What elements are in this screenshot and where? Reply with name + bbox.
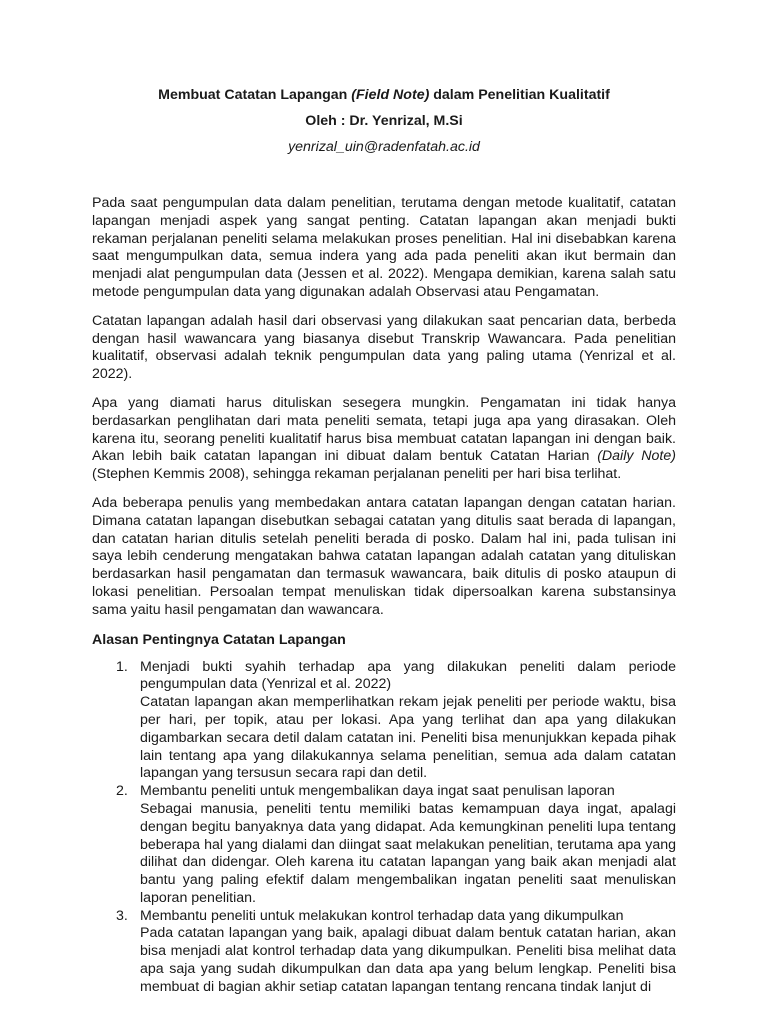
list-item-detail: Pada catatan lapangan yang baik, apalagi dibuat dalam bentuk catatan harian, akan bisa menjadi alat kontrol terhadap data yang dikumpulkan. Peneliti bisa melihat data apa saja yang sudah dikumpulkan dan data apa yang belum lengkap. Peneliti bisa membuat di bagian akhir setiap catatan lapangan tentang rencana tindak lanjut di (140, 925, 676, 995)
paragraph-4: Ada beberapa penulis yang membedakan antara catatan lapangan dengan catatan harian. Dimana catatan lapangan disebutkan sebagai catatan yang ditulis saat berada di lapangan, dan catatan harian ditulis setelah peneliti berada di posko. Dalam hal ini, pada tulisan ini saya lebih cenderung mengatakan bahwa catatan lapangan adalah catatan yang dituliskan berdasarkan hasil pengamatan dan termasuk wawancara, baik ditulis di posko ataupun di lokasi penelitian. Persoalan tempat menuliskan tidak dipersoalkan karena substansinya sama yaitu hasil pengamatan dan wawancara. (92, 494, 676, 618)
author-email: yenrizal_uin@radenfatah.ac.id (288, 139, 480, 155)
paragraph-2: Catatan lapangan adalah hasil dari observasi yang dilakukan saat pencarian data, berbeda dengan hasil wawancara yang biasanya disebut Transkrip Wawancara. Pada penelitian kualitatif, observasi adalah teknik pengumpulan data yang paling utama (Yenrizal et al. 2022). (92, 312, 676, 383)
list-item-number: 3. (116, 907, 128, 924)
document-author: Oleh : Dr. Yenrizal, M.Si (305, 113, 463, 129)
list-item-lead: Membantu peneliti untuk melakukan kontrol terhadap data yang dikumpulkan (140, 907, 624, 924)
list-item (116, 783, 676, 908)
list-item-lead: Membantu peneliti untuk mengembalikan daya ingat saat penulisan laporan (140, 783, 615, 800)
paragraph-3-part-a: Apa yang diamati harus dituliskan sesegera mungkin. Pengamatan ini tidak hanya berdasarkan penglihatan dari mata peneliti semata, tetapi juga apa yang dirasakan. Oleh karena itu, seorang peneliti kualitatif harus bisa membuat catatan lapangan ini dengan baik. Akan lebih baik catatan lapangan ini dibuat dalam bentuk Catatan Harian (92, 394, 676, 465)
list-item (116, 907, 676, 997)
paragraph-3-italic: (Daily Note) (597, 448, 676, 465)
document-title (92, 86, 676, 104)
title-suffix: dalam Penelitian Kualitatif (429, 87, 610, 103)
list-item-number: 2. (116, 783, 128, 800)
paragraph-1: Pada saat pengumpulan data dalam penelitian, terutama dengan metode kualitatif, catatan lapangan menjadi aspek yang sangat penting. Catatan lapangan akan menjadi bukti rekaman perjalanan peneliti selama melakukan proses penelitian. Hal ini disebabkan karena saat mengumpulkan data, semua indera yang ada pada peneliti akan ikut bermain dan menjadi alat pengumpulan data (Jessen et al. 2022). Mengapa demikian, karena salah satu metode pengumpulan data yang digunakan adalah Observasi atau Pengamatan. (92, 195, 676, 300)
list-item-detail: Catatan lapangan akan memperlihatkan rekam jejak peneliti per periode waktu, bisa per hari, per topik, atau per lokasi. Apa yang terlihat dan apa yang dilakukan digambarkan secara detil dalam catatan ini. Peneliti bisa menunjukkan kepada pihak lain tentang apa yang dilakukannya selama penelitian, semua ada dalam catatan lapangan yang tersusun secara rapi dan detil. (140, 694, 676, 782)
list-item-lead: Menjadi bukti syahih terhadap apa yang dilakukan peneliti dalam periode pengumpulan data (Yenrizal et al. 2022) (140, 658, 676, 693)
reasons-list (92, 659, 676, 997)
list-item-number: 1. (116, 658, 128, 675)
title-prefix: Membuat Catatan Lapangan (158, 87, 352, 103)
title-italic: (Field Note) (351, 87, 430, 103)
paragraph-3-part-b: (Stephen Kemmis 2008), sehingga rekaman perjalanan peneliti per hari bisa terlihat. (92, 466, 622, 483)
list-item-detail: Sebagai manusia, peneliti tentu memiliki batas kemampuan daya ingat, apalagi dengan begitu banyaknya data yang didapat. Ada kemungkinan peneliti lupa tentang beberapa hal yang dialami dan diingat saat melakukan penelitian, terutama apa yang dilihat dan didengar. Oleh karena itu catatan lapangan yang baik akan menjadi alat bantu yang paling efektif dalam mengembalikan ingatan peneliti saat menuliskan laporan penelitian. (140, 800, 676, 906)
list-item (116, 658, 676, 784)
section-heading: Alasan Pentingnya Catatan Lapangan (92, 631, 346, 648)
paragraph-3 (92, 395, 676, 484)
